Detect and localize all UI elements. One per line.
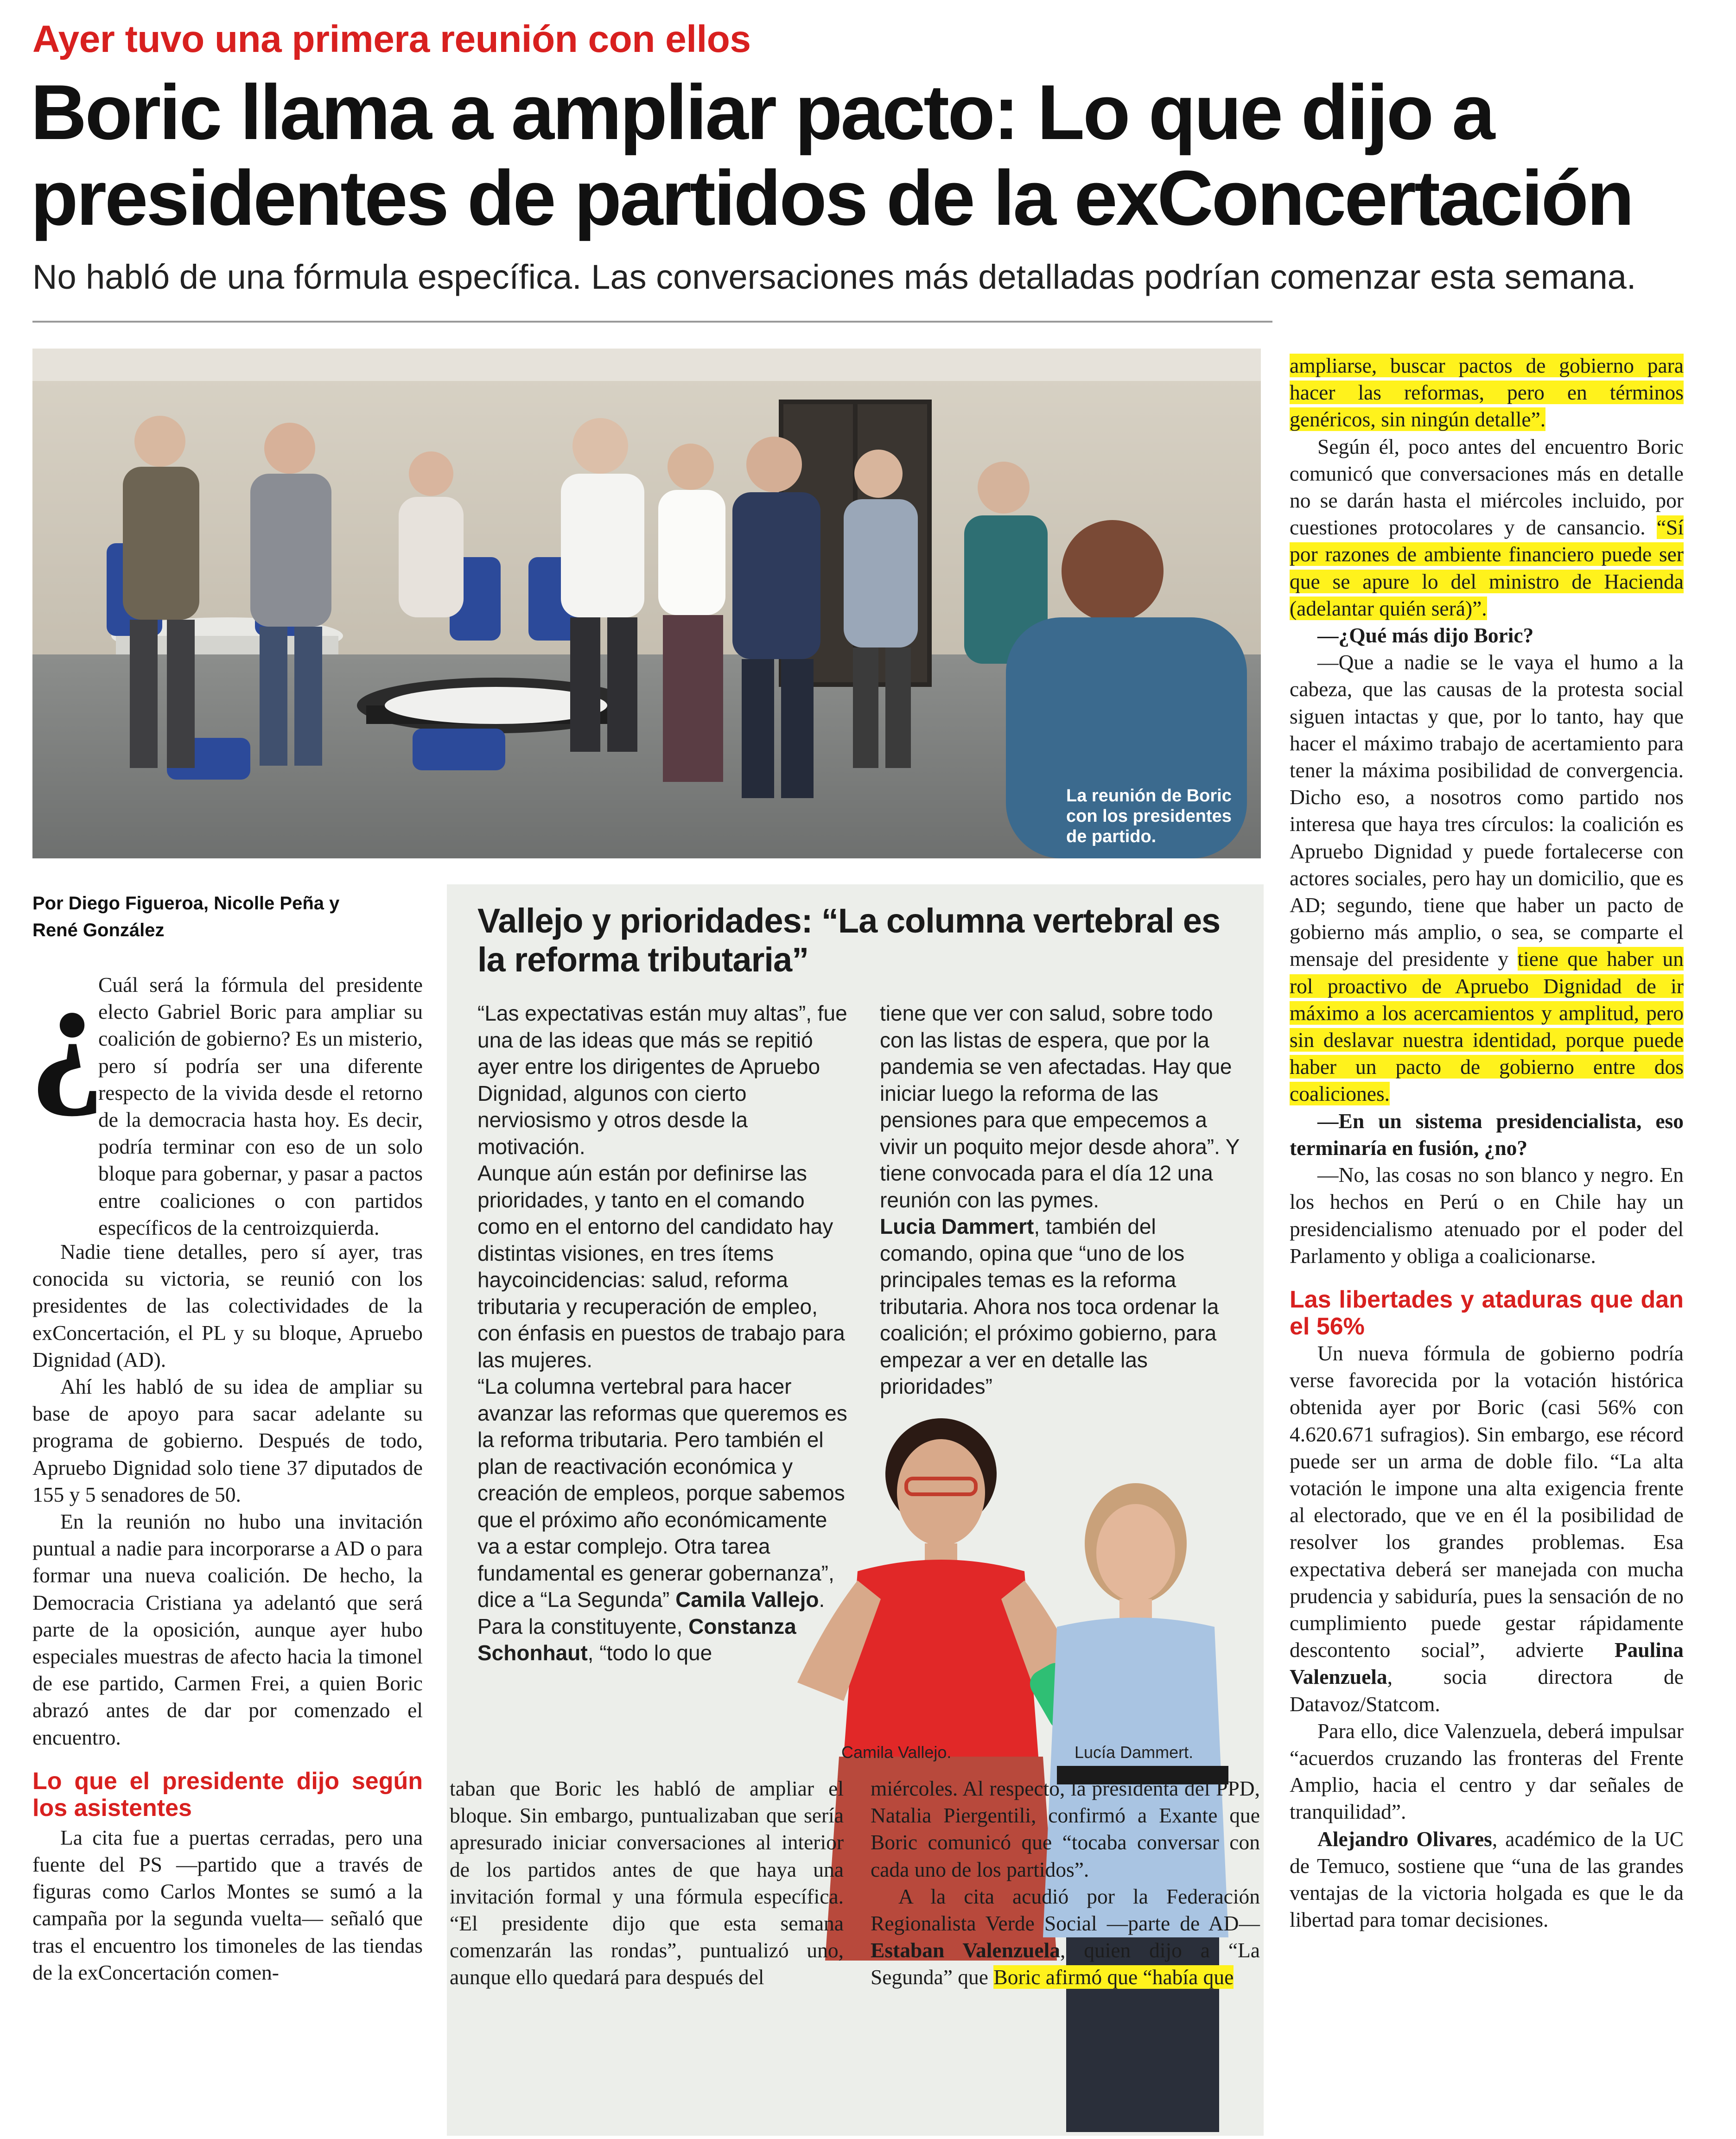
olivares-quote: , académico de la UC de Temuco, sostiene que “una de las grandes ventajas de la victoria holgada es que le da libertad para tomar decisiones.: [1290, 1827, 1684, 1932]
col3-bottom-paragraph-2: [871, 1883, 1260, 1991]
protocol-text: Según él, poco antes del encuentro Boric comunicó que conversaciones más en detalle no se darán hasta el miércoles incluido, por cuestiones protocolares y de cansancio.: [1290, 434, 1684, 540]
datavoz-role: , socia directora de Datavoz/Statcom.: [1290, 1665, 1684, 1716]
answer-1: [1290, 649, 1684, 1107]
camila-vallejo-name: Camila Vallejo: [675, 1587, 819, 1612]
photo-caption-line-2: con los presidentes: [1066, 806, 1232, 826]
col1-paragraph-2: Nadie tiene detalles, pero sí ayer, tras conocida su victoria, se reunió con los presidentes de las colectividades de la exConcertación, el PL y su bloque, Apruebo Dignidad (AD).: [32, 1240, 423, 1371]
constanza-schonhaut-name: Constanza Schonhaut: [477, 1614, 796, 1665]
meeting-photo: [32, 349, 1261, 858]
col1-body: [32, 1238, 423, 1986]
col4-subhead: Las libertades y ataduras que dan el 56%: [1290, 1286, 1684, 1340]
col1-intro: [98, 971, 423, 1241]
col1-paragraph-1a: Cuál será la fórmula del presidente electo Gabriel Boric para ampliar su coalición de gobierno? Es un misterio, pero sí podría ser una diferente respecto de la vivida desde el retorno de la democracia hasta hoy. Es decir, podría terminar con eso de un solo bloque para gobernar, y pasar a pactos entre coaliciones o con partidos específicos de la centroizquierda.: [98, 973, 423, 1239]
photo-caption: [1066, 786, 1252, 847]
highlighted-hacienda-quote: “Sí por razones de ambiente financiero puede ser que se apure lo del ministro de Hacienda (adelantar quién será)”.: [1290, 515, 1684, 620]
question-1: —¿Qué más dijo Boric?: [1317, 623, 1534, 647]
sidebar-right-paragraph-2: [880, 1213, 1251, 1400]
highlighted-apruebo-quote: tiene que haber un rol proactivo de Apruebo Dignidad de ir máximo a los acercamientos y amplitud, pero sin deslavar nuestra identidad, porque puede haber un pacto de gobierno entre dos coaliciones.: [1290, 947, 1684, 1106]
col3-bottom: [871, 1775, 1260, 1991]
col3-bottom-paragraph-1: miércoles. Al respecto, la presidenta del PPD, Natalia Piergentili, confirmó a Exante que Boric comunicó que “tocaba conversar con cada uno de los partidos”.: [871, 1777, 1260, 1881]
lucia-dammert-name: Lucia Dammert: [880, 1214, 1034, 1238]
valenzuela-intro: A la cita acudió por la Federación Regionalista Verde Social —parte de AD—: [871, 1884, 1260, 1936]
headline: [31, 70, 1709, 241]
sidebar-right-paragraph-1: tiene que ver con salud, sobre todo con las listas de espera, que por la pandemia se ven afectadas. Hay que iniciar luego la reforma de las pensiones para que empecemos a vivir un poquito mejor desde ahora”. Y tiene convocada para el día 12 una reunión con las pymes.: [880, 1001, 1240, 1212]
col4-paragraph-3: [1290, 1340, 1684, 1718]
drop-cap: ¿: [29, 949, 105, 1118]
col2-bottom: [450, 1775, 844, 1991]
byline-line-1: Por Diego Figueroa, Nicolle Peña y: [32, 893, 340, 914]
sidebar-left-paragraph-1: “Las expectativas están muy altas”, fue una de las ideas que más se repitió ayer entre los dirigentes de Apruebo Dignidad, algunos con cierto nerviosismo y otros desde la motivación.: [477, 1001, 847, 1159]
col2-bottom-paragraph: taban que Boric les habló de ampliar el bloque. Sin embargo, puntualizaban que sería apresurado iniciar conversaciones al interior de los partidos antes de que haya una invitación formal y una fórmula específica. “El presidente dijo que esta semana comenzarán las rondas”, puntualizó uno, aunque ello quedará para después del: [450, 1777, 844, 1989]
col4-paragraph-4: Para ello, dice Valenzuela, deberá impulsar “acuerdos cruzando las fronteras del Frente Amplio, hacia el centro y dar señales de tranquilidad”.: [1290, 1719, 1684, 1824]
alejandro-olivares-name: Alejandro Olivares: [1317, 1827, 1492, 1851]
vallejo-quote: “La columna vertebral para hacer avanzar las reformas que queremos es la reforma tributaria. Pero también el plan de reactivación económica y creación de empleos, porque sabemos que el próximo año económicamente va a estar complejo. Otra tarea fundamental es generar gobernanza”, dice a “La Segunda”: [477, 1374, 847, 1612]
kicker: Ayer tuvo una primera reunión con ellos: [32, 18, 751, 60]
sidebar-right-column: [880, 1000, 1251, 1400]
photo-caption-line-3: de partido.: [1066, 827, 1157, 846]
col4-paragraph-5: [1290, 1826, 1684, 1934]
col4-paragraph-2: [1290, 433, 1684, 622]
record-vote-text: Un nueva fórmula de gobierno podría verse favorecida por la votación histórica obtenida ayer por Boric (casi 56% con 4.620.671 sufragios). Sin embargo, ese récord puede ser un arma de doble filo. “La alta votación le impone una alta exigencia frente al electorado, que ve en él la posibilidad de resolver los grandes problemas. Esa expectativa deberá ser manejada con mucha prudencia y sabiduría, pues la sensación de no cumplimiento puede gestar rápidamente descontento social”, advierte: [1290, 1341, 1684, 1662]
schonhaut-quote-start: , “todo lo que: [587, 1641, 712, 1665]
highlighted-quote-start: Boric afirmó que “había que: [993, 1965, 1234, 1989]
byline-line-2: René González: [32, 920, 165, 940]
byline: [32, 890, 385, 944]
headline-line-2: presidentes de partidos de la exConcertación: [31, 154, 1633, 241]
col1-subhead: Lo que el presidente dijo según los asistentes: [32, 1767, 423, 1822]
valenzuela-said: , quien dijo a “La Segunda” que: [871, 1938, 1260, 1989]
col4: [1290, 352, 1684, 1933]
answer-2: —No, las cosas no son blanco y negro. En los hechos en Perú o en Chile hay un presidencialismo atenuado por el poder del Parlamento y obliga a coalicionarse.: [1290, 1163, 1684, 1268]
constituyente-intro: Para la constituyente,: [477, 1614, 683, 1638]
sidebar-left-paragraph-2: Aunque aún están por definirse las prioridades, y tanto en el comando como en el entorno del candidato hay distintas visiones, en tres ítems haycoincidencias: salud, reforma tributaria y recuperación de empleo, con énfasis en puestos de trabajo para las mujeres.: [477, 1161, 845, 1372]
answer-1-text: —Que a nadie se le vaya el humo a la cabeza, que las causas de la protesta social siguen intactas y que, por lo tanto, hay que hacer el máximo trabajo de acertamiento para tener la máxima posibilidad de convergencia. Dicho eso, a nosotros como partido nos interesa que haya tres círculos: la coalición es Apruebo Dignidad y puede fortalecerse con actores sociales, pero hay un domicilio, que es AD; segundo, tiene que haber un pacto de gobierno más amplio, o sea, se comparte el mensaje del presidente y: [1290, 650, 1684, 971]
highlighted-quote-end: ampliarse, buscar pactos de gobierno para hacer las reformas, pero en términos genéricos, sin ningún detalle”.: [1290, 354, 1684, 432]
sidebar-title: Vallejo y prioridades: “La columna vertebral es la reforma tributaria”: [477, 901, 1221, 979]
header-divider: [32, 321, 1272, 323]
estaban-valenzuela-name: Estaban Valenzuela: [871, 1938, 1060, 1962]
col1-paragraph-3: Ahí les habló de su idea de ampliar su base de apoyo para sacar adelante su programa de gobierno. Después de todo, Apruebo Dignidad solo tiene 37 diputados de 155 y 5 senadores de 50.: [32, 1375, 423, 1506]
dammert-caption: Lucía Dammert.: [1075, 1743, 1194, 1762]
col4-paragraph-1: [1290, 352, 1684, 433]
deck: No habló de una fórmula específica. Las conversaciones más detalladas podrían comenzar esta semana.: [32, 258, 1636, 296]
photo-caption-line-1: La reunión de Boric: [1066, 786, 1232, 806]
sidebar-left-paragraph-3: “La columna vertebral para hacer avanzar las reformas que queremos es la reforma tributaria. Pero también el plan de reactivación económica y creación de empleos, porque sabemos que el próximo año económicamente va a estar complejo. Otra tarea fundamental es generar gobernanza”, dice a “La Segunda” Camila Vallejo.: [477, 1374, 847, 1612]
col1-paragraph-4: En la reunión no hubo una invitación puntual a nadie para incorporarse a AD o para formar una nueva coalición. De hecho, la Democracia Cristiana ya adelantó que será parte de la oposición, aunque ayer hubo especiales muestras de afecto hacia la timonel de ese partido, Carmen Frei, a quien Boric abrazó antes de dar por comenzado el encuentro.: [32, 1510, 423, 1749]
vallejo-caption: Camila Vallejo.: [841, 1743, 952, 1762]
portraits-photo: [760, 1404, 1261, 2137]
question-2: —En un sistema presidencialista, eso terminaría en fusión, ¿no?: [1290, 1109, 1684, 1160]
paulina-valenzuela-name: Paulina Valenzuela: [1290, 1638, 1684, 1689]
dammert-quote: , también del comando, opina que “uno de los principales temas es la reforma tributaria. Ahora nos toca ordenar la coalición; el próximo gobierno, para empezar a ver en detalle las prioridades”: [880, 1214, 1219, 1398]
headline-line-1: Boric llama a ampliar pacto: Lo que dijo a: [31, 69, 1494, 156]
col1-paragraph-5: La cita fue a puertas cerradas, pero una fuente del PS —partido que a través de figuras como Carlos Montes se sumó a la campaña por la segunda vuelta— señaló que tras el encuentro los timoneles de las tiendas de la exConcertación comen-: [32, 1825, 423, 1984]
